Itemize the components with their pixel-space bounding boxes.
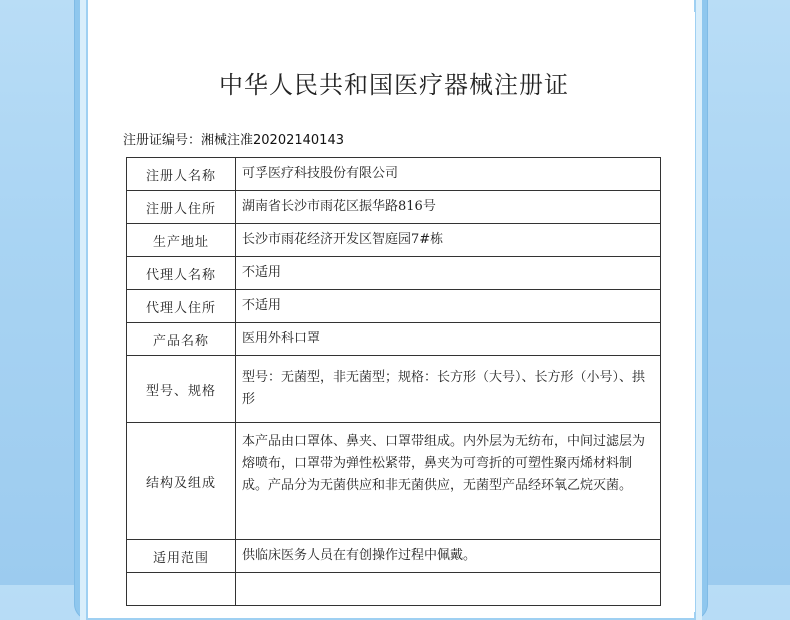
row-value: 不适用	[236, 290, 661, 323]
row-label-empty	[127, 573, 236, 606]
table-row	[127, 540, 661, 573]
row-label: 代理人名称	[127, 257, 236, 290]
certificate-sheet	[93, 12, 695, 612]
row-value: 长沙市雨花经济开发区智庭园7#栋	[236, 224, 661, 257]
row-value: 湖南省长沙市雨花区振华路816号	[236, 191, 661, 224]
table-row	[127, 573, 661, 606]
registration-number: 湘械注准20202140143	[201, 133, 344, 148]
row-label: 生产地址	[127, 224, 236, 257]
table-row	[127, 158, 661, 191]
registration-number-label: 注册证编号：	[123, 133, 202, 148]
row-value: 医用外科口罩	[236, 323, 661, 356]
table-row	[127, 224, 661, 257]
certificate-title: 中华人民共和国医疗器械注册证	[219, 71, 569, 99]
row-label: 注册人名称	[127, 158, 236, 191]
table-row	[127, 423, 661, 540]
table-row	[127, 290, 661, 323]
row-value-empty	[236, 573, 661, 606]
certificate-table	[126, 157, 661, 606]
table-row	[127, 356, 661, 423]
row-value: 不适用	[236, 257, 661, 290]
row-label: 适用范围	[127, 540, 236, 573]
row-label: 注册人住所	[127, 191, 236, 224]
row-value: 本产品由口罩体、鼻夹、口罩带组成。内外层为无纺布，中间过滤层为熔喷布，口罩带为弹性松紧带，鼻夹为可弯折的可塑性聚丙烯材料制成。产品分为无菌供应和非无菌供应，无菌型产品经环氧乙烷灭菌。	[236, 423, 661, 540]
row-value: 可孚医疗科技股份有限公司	[236, 158, 661, 191]
table-row	[127, 191, 661, 224]
table-row	[127, 323, 661, 356]
registration-number-line	[123, 129, 344, 148]
row-label: 结构及组成	[127, 423, 236, 540]
row-value: 型号：无菌型，非无菌型；规格：长方形（大号）、长方形（小号）、拱形	[236, 356, 661, 423]
row-label: 产品名称	[127, 323, 236, 356]
row-label: 代理人住所	[127, 290, 236, 323]
table-row	[127, 257, 661, 290]
row-value: 供临床医务人员在有创操作过程中佩戴。	[236, 540, 661, 573]
row-label: 型号、规格	[127, 356, 236, 423]
